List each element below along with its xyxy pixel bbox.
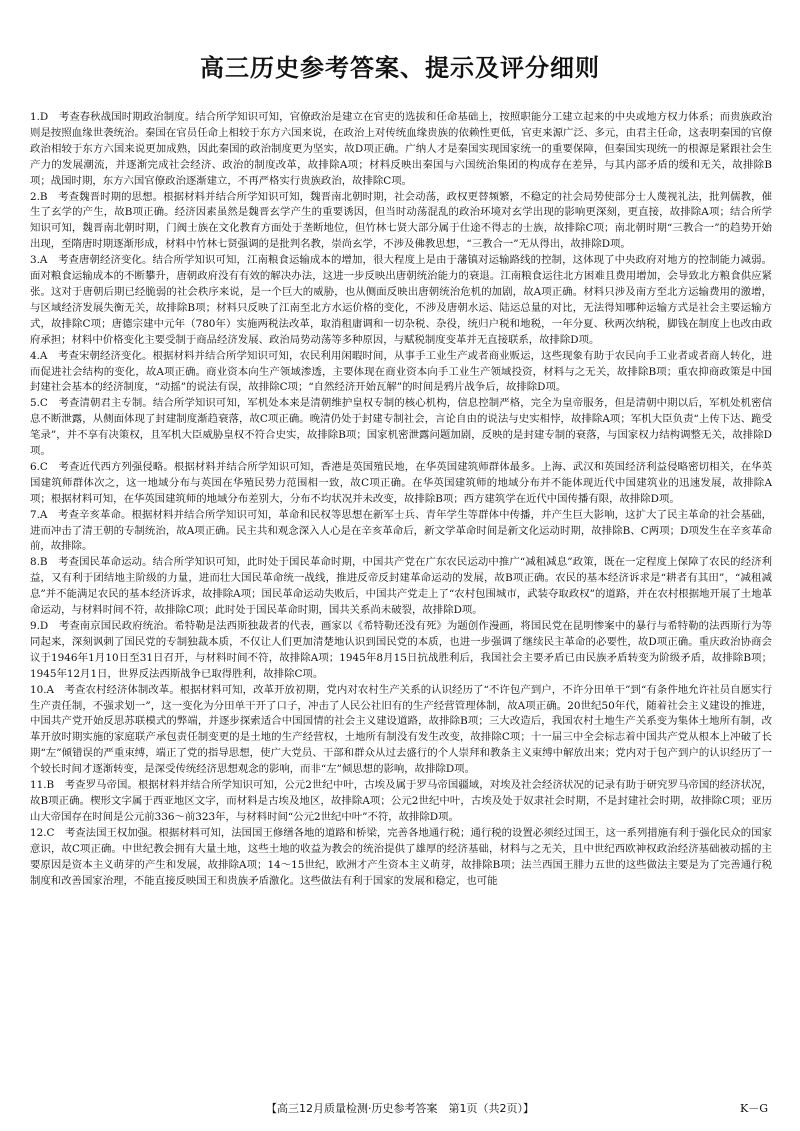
footer-page-info: 【高三12月质量检测·历史参考答案 第1页（共2页）】 bbox=[266, 1102, 534, 1115]
answer-item-7: 7.A 考查辛亥革命。根据材料并结合所学知识可知，革命和民权等思想在新军士兵、青年学生等群体中传播，并产生巨大影响，这扩大了民主革命的社会基础，进而冲击了清王朝的专制统治，故A项正确。民主共和观念深入人心是在辛亥革命后，新文学革命时间是新文化运动时期，故排除B、C两项；D项发生在辛亥革命前，故排除。 bbox=[30, 508, 772, 553]
answer-item-9: 9.D 考查南京国民政府统治。希特勒是法西斯独裁者的代表，画家以《希特勒还没有死》为题创作漫画，将国民党在昆明惨案中的暴行与希特勒的法西斯行为等同起来，深刻讽刺了国民党的专制独裁本质，不仅让人们更加清楚地认识到国民党的本质，也进一步强调了继续民主革命的必要性，故D项正确。重庆政治协商会议于1946年1月10日至31日召开，与材料时间不符，故排除A项；1945年8月15日抗战胜利后，我国社会主要矛盾已由民族矛盾转变为阶级矛盾，故排除B项；1945年12月1日，世界反法西斯战争已取得胜利，故排除C项。 bbox=[30, 620, 772, 680]
page-footer bbox=[0, 1098, 800, 1118]
answer-item-11: 11.B 考查罗马帝国。根据材料并结合所学知识可知，公元2世纪中叶，古埃及属于罗马帝国疆域，对埃及社会经济状况的记录有助于研究罗马帝国的经济状况，故B项正确。楔形文字属于西亚地区文字，而材料是古埃及地区，故排除A项；公元2世纪中叶，古埃及处于奴隶社会时期，不是封建社会时期，故排除C项；亚历山大帝国存在时间是公元前336～前323年，与材料时间“公元2世纪中叶”不符，故排除D项。 bbox=[30, 779, 772, 823]
answer-item-10: 10.A 考查农村经济体制改革。根据材料可知，改革开放初期，党内对农村生产关系的认识经历了“不许包产到户，不许分田单干”到“有条件地允许社员自愿实行生产责任制，不强求划一”，这一变化为分田单干开了口子，冲击了人民公社旧有的生产经营管理体制，故A项正确。20世纪50年代，随着社会主义建设的推进，中国共产党开始反思苏联模式的弊端，并逐步探索适合中国国情的社会主义建设道路，故排除B项；三大改造后，我国农村土地生产关系变为集体土地所有制，改革开放时期实施的家庭联产承包责任制变更的是土地的生产经营权，土地所有制没有发生改变，故排除C项；十一届三中全会标志着中国共产党从根本上冲破了长期“左”倾错误的严重束缚，端正了党的指导思想，使广大党员、干部和群众从过去盛行的个人崇拜和教条主义束缚中解放出来；党内对于包产到户的认识经历了一个较长时间才逐渐转变，是深受传统经济思想观念的影响，而非“左”倾思想的影响，故排除D项。 bbox=[30, 683, 772, 776]
answer-item-4: 4.A 考查宋朝经济变化。根据材料并结合所学知识可知，农民利用闲暇时间，从事手工业生产或者商业贩运，这些现象有助于农民向手工业者或者商人转化，进而促进社会结构的变化，故A项正确。商业资本向生产领域渗透，主要体现在商业资本向手工业生产领域投资，材料与之无关，故排除B项；重农抑商政策是中国封建社会基本的经济制度，“动摇”的说法有误，故排除C项；“自然经济开始瓦解”的时间是鸦片战争后，故排除D项。 bbox=[30, 349, 772, 394]
answer-item-2: 2.B 考查魏晋时期的思想。根据材料并结合所学知识可知，魏晋南北朝时期，社会动荡，政权更替频繁，不稳定的社会局势使部分士人蔑视礼法，批判儒教，催生了玄学的产生，故B项正确。经济因素虽然是魏晋玄学产生的重要诱因，但当时动荡混乱的政治环境对玄学出现的影响更深刻，更直接，故排除A项；结合所学知识可知，魏晋南北朝时期，门阀士族在文化教育方面处于垄断地位，但竹林七贤大部分属于仕途不得志的士族，故排除C项；南北朝时期“三教合一”的趋势开始出现，至隋唐时期逐渐形成，材料中竹林七贤强调的是批判名教，崇尚玄学，不涉及佛教思想，“三教合一”无从得出，故排除D项。 bbox=[30, 190, 772, 251]
answer-item-5: 5.C 考查清朝君主专制。结合所学知识可知，军机处本来是清朝维护皇权专制的核心机构，信息控制严格，完全为皇帝服务，但是清朝中期以后，军机处机密信息不断泄露，从侧面体现了封建制度渐趋衰落，故C项正确。晚清仍处于封建专制社会，言论自由的说法与史实相悖，故排除A项；军机大臣负责“上传下达、跪受笔录”，并不享有决策权，且军机大臣威胁皇权不符合史实，故排除B项；国家机密泄露问题加剧，反映的是封建专制的衰落，与国家权力结构调整无关，故排除D项。 bbox=[30, 397, 772, 458]
answer-item-6: 6.C 考查近代西方列强侵略。根据材料并结合所学知识可知，香港是英国殖民地，在华英国建筑师群体最多。上海、武汉和英国经济利益侵略密切相关，在华英国建筑师群体次之，这一地域分布与英国在华殖民势力范围相一致，故C项正确。在华英国建筑师的地域分布并不能体现近代中国建筑业的迅速发展，故排除A项；根据材料可知，在华英国建筑师的地域分布差别大，分布不均状况并未改变，故排除B项；西方建筑学在近代中国传播有限，故排除D项。 bbox=[30, 460, 772, 505]
answer-list bbox=[30, 110, 772, 889]
page-title: 高三历史参考答案、提示及评分细则 bbox=[200, 54, 600, 82]
answer-item-3: 3.A 考查唐朝经济变化。结合所学知识可知，江南粮食运输成本的增加，很大程度上是由于藩镇对运输路线的控制，这体现了中央政府对地方的控制能力减弱。面对粮食运输成本的不断攀升，唐朝政府没有有效的解决办法，这进一步反映出唐朝统治能力的衰退。江南粮食运往北方困难且费用增加，会导致北方粮食供应紧张。这对于唐朝后期已经脆弱的社会秩序来说，是一个巨大的威胁，也从侧面反映出唐朝统治危机的加剧，故A项正确。材料只涉及南方至北方运输费用的激增，与区域经济发展失衡无关，故排除B项；材料只反映了江南至北方水运价格的变化，不涉及唐朝水运、陆运总量的对比，无法得知哪种运输方式是社会主要运输方式，故排除C项；唐德宗建中元年（780年）实施两税法改革，取消租庸调和一切杂税、杂役，统归户税和地税，一年分夏、秋两次纳税，脚钱在制度上也改由政府承担；材料中价格变化主要受制于商品经济发展、政治局势动荡等多种原因，与赋税制度变革并无直接联系，故排除D项。 bbox=[30, 254, 772, 346]
answer-item-1: 1.D 考查春秋战国时期政治制度。结合所学知识可知，官僚政治是建立在官吏的选拔和任命基础上，按照职能分工建立起来的中央或地方权力体系；而贵族政治则是按照血缘世袭统治。秦国在官员任命上相较于东方六国来说，在政治上对传统血缘贵族的依赖性更低，官吏来源广泛、多元，由君主任命，这表明秦国的官僚政治相较于东方六国来说更加成熟，因此秦国的政治制度更为坚实，故D项正确。广纳人才是秦国实现国家统一的重要保障，但秦国实现统一的根源是紧跟社会生产力的发展潮流，并逐渐完成社会经济、政治的制度改革，故排除A项；材料反映出秦国与六国统治集团的构成存在差异，与其内部矛盾的缓和无关，故排除B项；战国时期，东方六国官僚政治逐渐建立，不再严格实行贵族政治，故排除C项。 bbox=[30, 111, 772, 187]
answer-item-8: 8.B 考查国民革命运动。结合所学知识可知，此时处于国民革命时期，中国共产党在广东农民运动中推广“减租减息”政策，既在一定程度上保障了农民的经济利益，又有利于团结地主阶级的力量，进而壮大国民革命统一战线，推进反帝反封建革命运动的发展，故B项正确。农民的基本经济诉求是“耕者有其田”，“减租减息”并不能满足农民的基本经济诉求，故排除A项；国民革命运动失败后，中国共产党走上了“农村包围城市，武装夺取政权”的道路，并在农村根据地开展了土地革命运动，与材料时间不符，故排除C项；此时处于国民革命时期，国共关系尚未破裂，故排除D项。 bbox=[30, 556, 772, 617]
footer-code: K－G bbox=[739, 1102, 768, 1115]
answer-item-12: 12.C 考查法国王权加强。根据材料可知，法国国王修缮各地的道路和桥梁，完善各地通行税；通行税的设置必须经过国王，这一系列措施有利于强化民众的国家意识，故C项正确。中世纪教会拥有大量土地，这些土地的收益为教会的统治提供了雄厚的经济基础，材料与之无关，且中世纪西欧神权政治经济基础被动摇的主要原因是资本主义萌芽的产生和发展，故排除A项；14～15世纪，欧洲才产生资本主义萌芽，故排除B项；法兰西国王腓力五世的这些做法主要是为了完善通行税制度和改善国家治理，不能直接反映国王和贵族矛盾激化。这些做法有利于国家的发展和稳定，也可能 bbox=[30, 826, 772, 887]
